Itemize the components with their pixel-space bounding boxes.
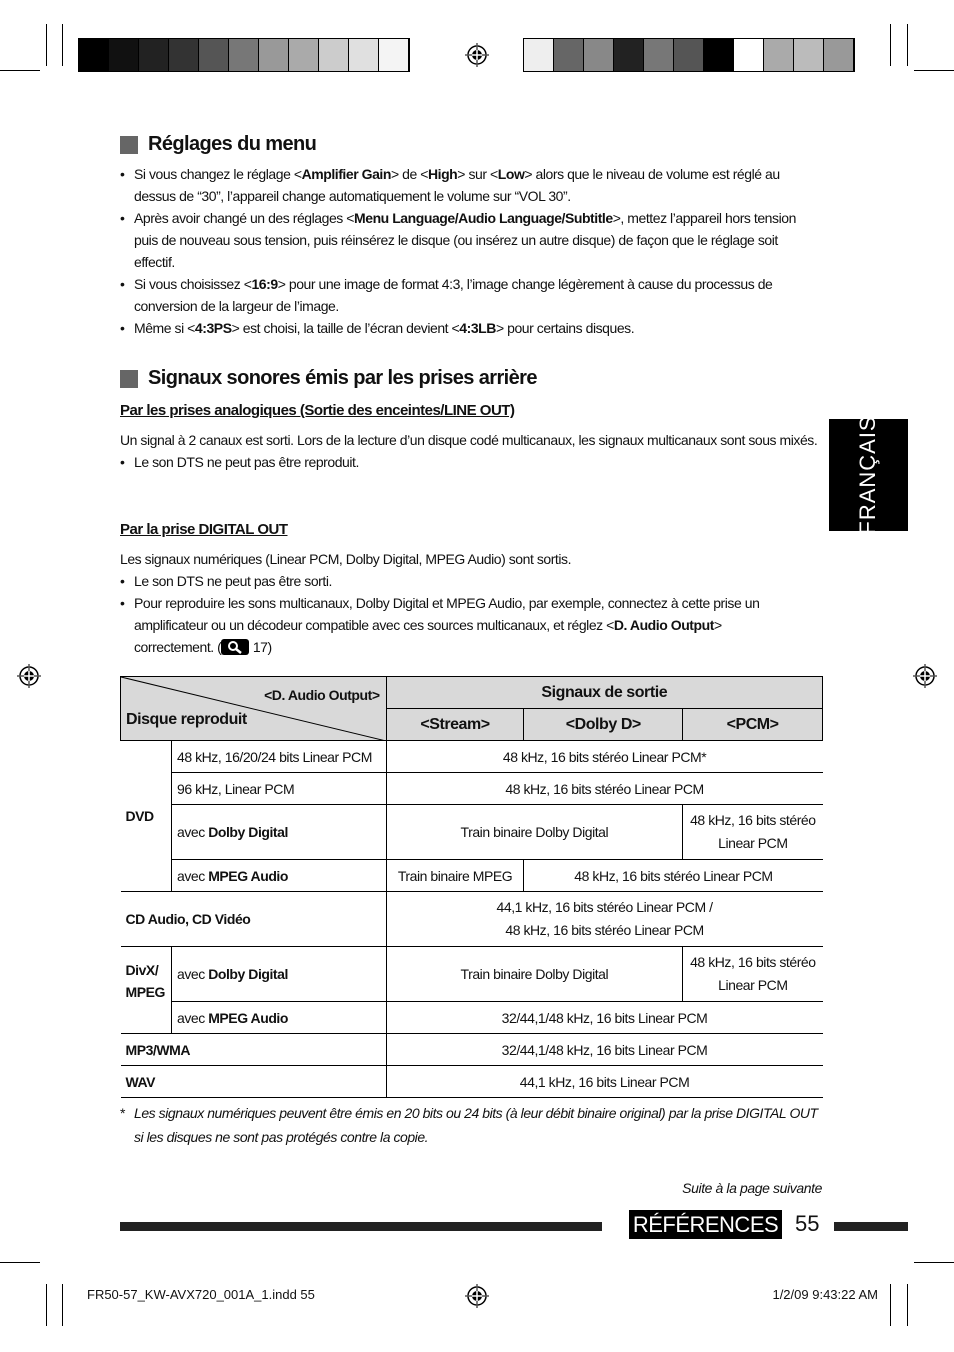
table-corner-header: <D. Audio Output> Disque reproduit (121, 677, 387, 741)
output-signals-table (120, 676, 823, 1098)
page-number: 55 (795, 1211, 820, 1236)
table-row: WAV 44,1 kHz, 16 bits Linear PCM (121, 1066, 823, 1098)
col-pcm: <PCM> (683, 709, 823, 741)
section-label: RÉFÉRENCES (629, 1210, 782, 1239)
list-item: • Si vous changez le réglage <Amplifier Gain> de <High> sur <Low> alors que le niveau de volume est réglé au dessus de “30”, l’appareil change automatiquement le volume sur “VOL 30”. (120, 163, 820, 207)
footer-rule-left (120, 1222, 602, 1231)
table-row: 96 kHz, Linear PCM 48 kHz, 16 bits stéréo Linear PCM (121, 773, 823, 805)
footer-rule-right (834, 1222, 908, 1231)
list-item: • Le son DTS ne peut pas être reproduit. (120, 451, 820, 473)
digital-paragraph: Les signaux numériques (Linear PCM, Dolby Digital, MPEG Audio) sont sortis. • Le son DTS ne peut pas être sorti. • Pour reproduire les sons multicanaux, Dolby Digital et MPEG Audio, par exemple, connectez à cette prise un amplificateur ou un décodeur compatible avec ces sources multicanaux, et réglez <D. Audio Output> correctement. ( 17) (120, 548, 820, 658)
color-bar-right (523, 38, 855, 72)
list-item: • Le son DTS ne peut pas être sorti. (120, 570, 820, 592)
analog-paragraph: Un signal à 2 canaux est sorti. Lors de la lecture d’un disque codé multicanaux, les signaux multicanaux sont sous mixés. • Le son DTS ne peut pas être reproduit. (120, 429, 820, 473)
continued-note: Suite à la page suivante (682, 1180, 822, 1196)
table-row: CD Audio, CD Vidéo 44,1 kHz, 16 bits stéréo Linear PCM / 48 kHz, 16 bits stéréo Linear PCM (121, 892, 823, 947)
table-row: DivX/ MPEG avec Dolby Digital Train binaire Dolby Digital 48 kHz, 16 bits stéréo Linear PCM (121, 947, 823, 1002)
registration-mark-icon (465, 43, 489, 67)
registration-mark-icon (913, 664, 937, 688)
col-dolby: <Dolby D> (524, 709, 683, 741)
magnifier-reference-icon (221, 639, 249, 655)
table-row: avec MPEG Audio Train binaire MPEG 48 kHz, 16 bits stéréo Linear PCM (121, 860, 823, 892)
heading-square-icon (120, 370, 138, 388)
menu-settings-list (120, 163, 820, 339)
registration-mark-icon (465, 1284, 489, 1308)
list-item: • Pour reproduire les sons multicanaux, Dolby Digital et MPEG Audio, par exemple, connectez à cette prise un amplificateur ou un décodeur compatible avec ces sources multicanaux, et réglez <D. Audio Output> correctement. ( 17) (120, 592, 794, 658)
list-item: • Si vous choisissez <16:9> pour une image de format 4:3, l’image change légèrement à cause du processus de conversion de la largeur de l’image. (120, 273, 820, 317)
signals-header: Signaux de sortie (386, 677, 822, 709)
section-heading-rear-outputs: Signaux sonores émis par les prises arrière (120, 367, 537, 390)
table-row: avec Dolby Digital Train binaire Dolby Digital 48 kHz, 16 bits stéréo Linear PCM (121, 805, 823, 860)
list-item: • Même si <4:3PS> est choisi, la taille de l’écran devient <4:3LB> pour certains disques. (120, 317, 820, 339)
subheading-digital: Par la prise DIGITAL OUT (120, 521, 288, 538)
print-file-info: FR50-57_KW-AVX720_001A_1.indd 55 (87, 1287, 315, 1302)
color-bar-left (78, 38, 410, 72)
table-row: avec MPEG Audio 32/44,1/48 kHz, 16 bits Linear PCM (121, 1002, 823, 1034)
row-label-dvd: DVD (121, 741, 172, 892)
footnote: * Les signaux numériques peuvent être émis en 20 bits ou 24 bits (à leur débit binaire original) par la prise DIGITAL OUT si les disques ne sont pas protégés contre la copie. (120, 1105, 818, 1145)
print-date-info: 1/2/09 9:43:22 AM (772, 1287, 878, 1302)
list-item: • Après avoir changé un des réglages <Menu Language/Audio Language/Subtitle>, mettez l’appareil hors tension puis de nouveau sous tension, puis réinsérez le disque (ou insérez un autre disque) de façon que le réglage soit effectif. (120, 207, 820, 273)
registration-mark-icon (17, 664, 41, 688)
language-tab: FRANÇAIS (829, 419, 908, 531)
subheading-analog: Par les prises analogiques (Sortie des enceintes/LINE OUT) (120, 402, 515, 419)
table-row: DVD 48 kHz, 16/20/24 bits Linear PCM 48 kHz, 16 bits stéréo Linear PCM* (121, 741, 823, 773)
col-stream: <Stream> (386, 709, 524, 741)
section-heading-menu: Réglages du menu (120, 133, 316, 156)
table-row: MP3/WMA 32/44,1/48 kHz, 16 bits Linear PCM (121, 1034, 823, 1066)
heading-square-icon (120, 136, 138, 154)
